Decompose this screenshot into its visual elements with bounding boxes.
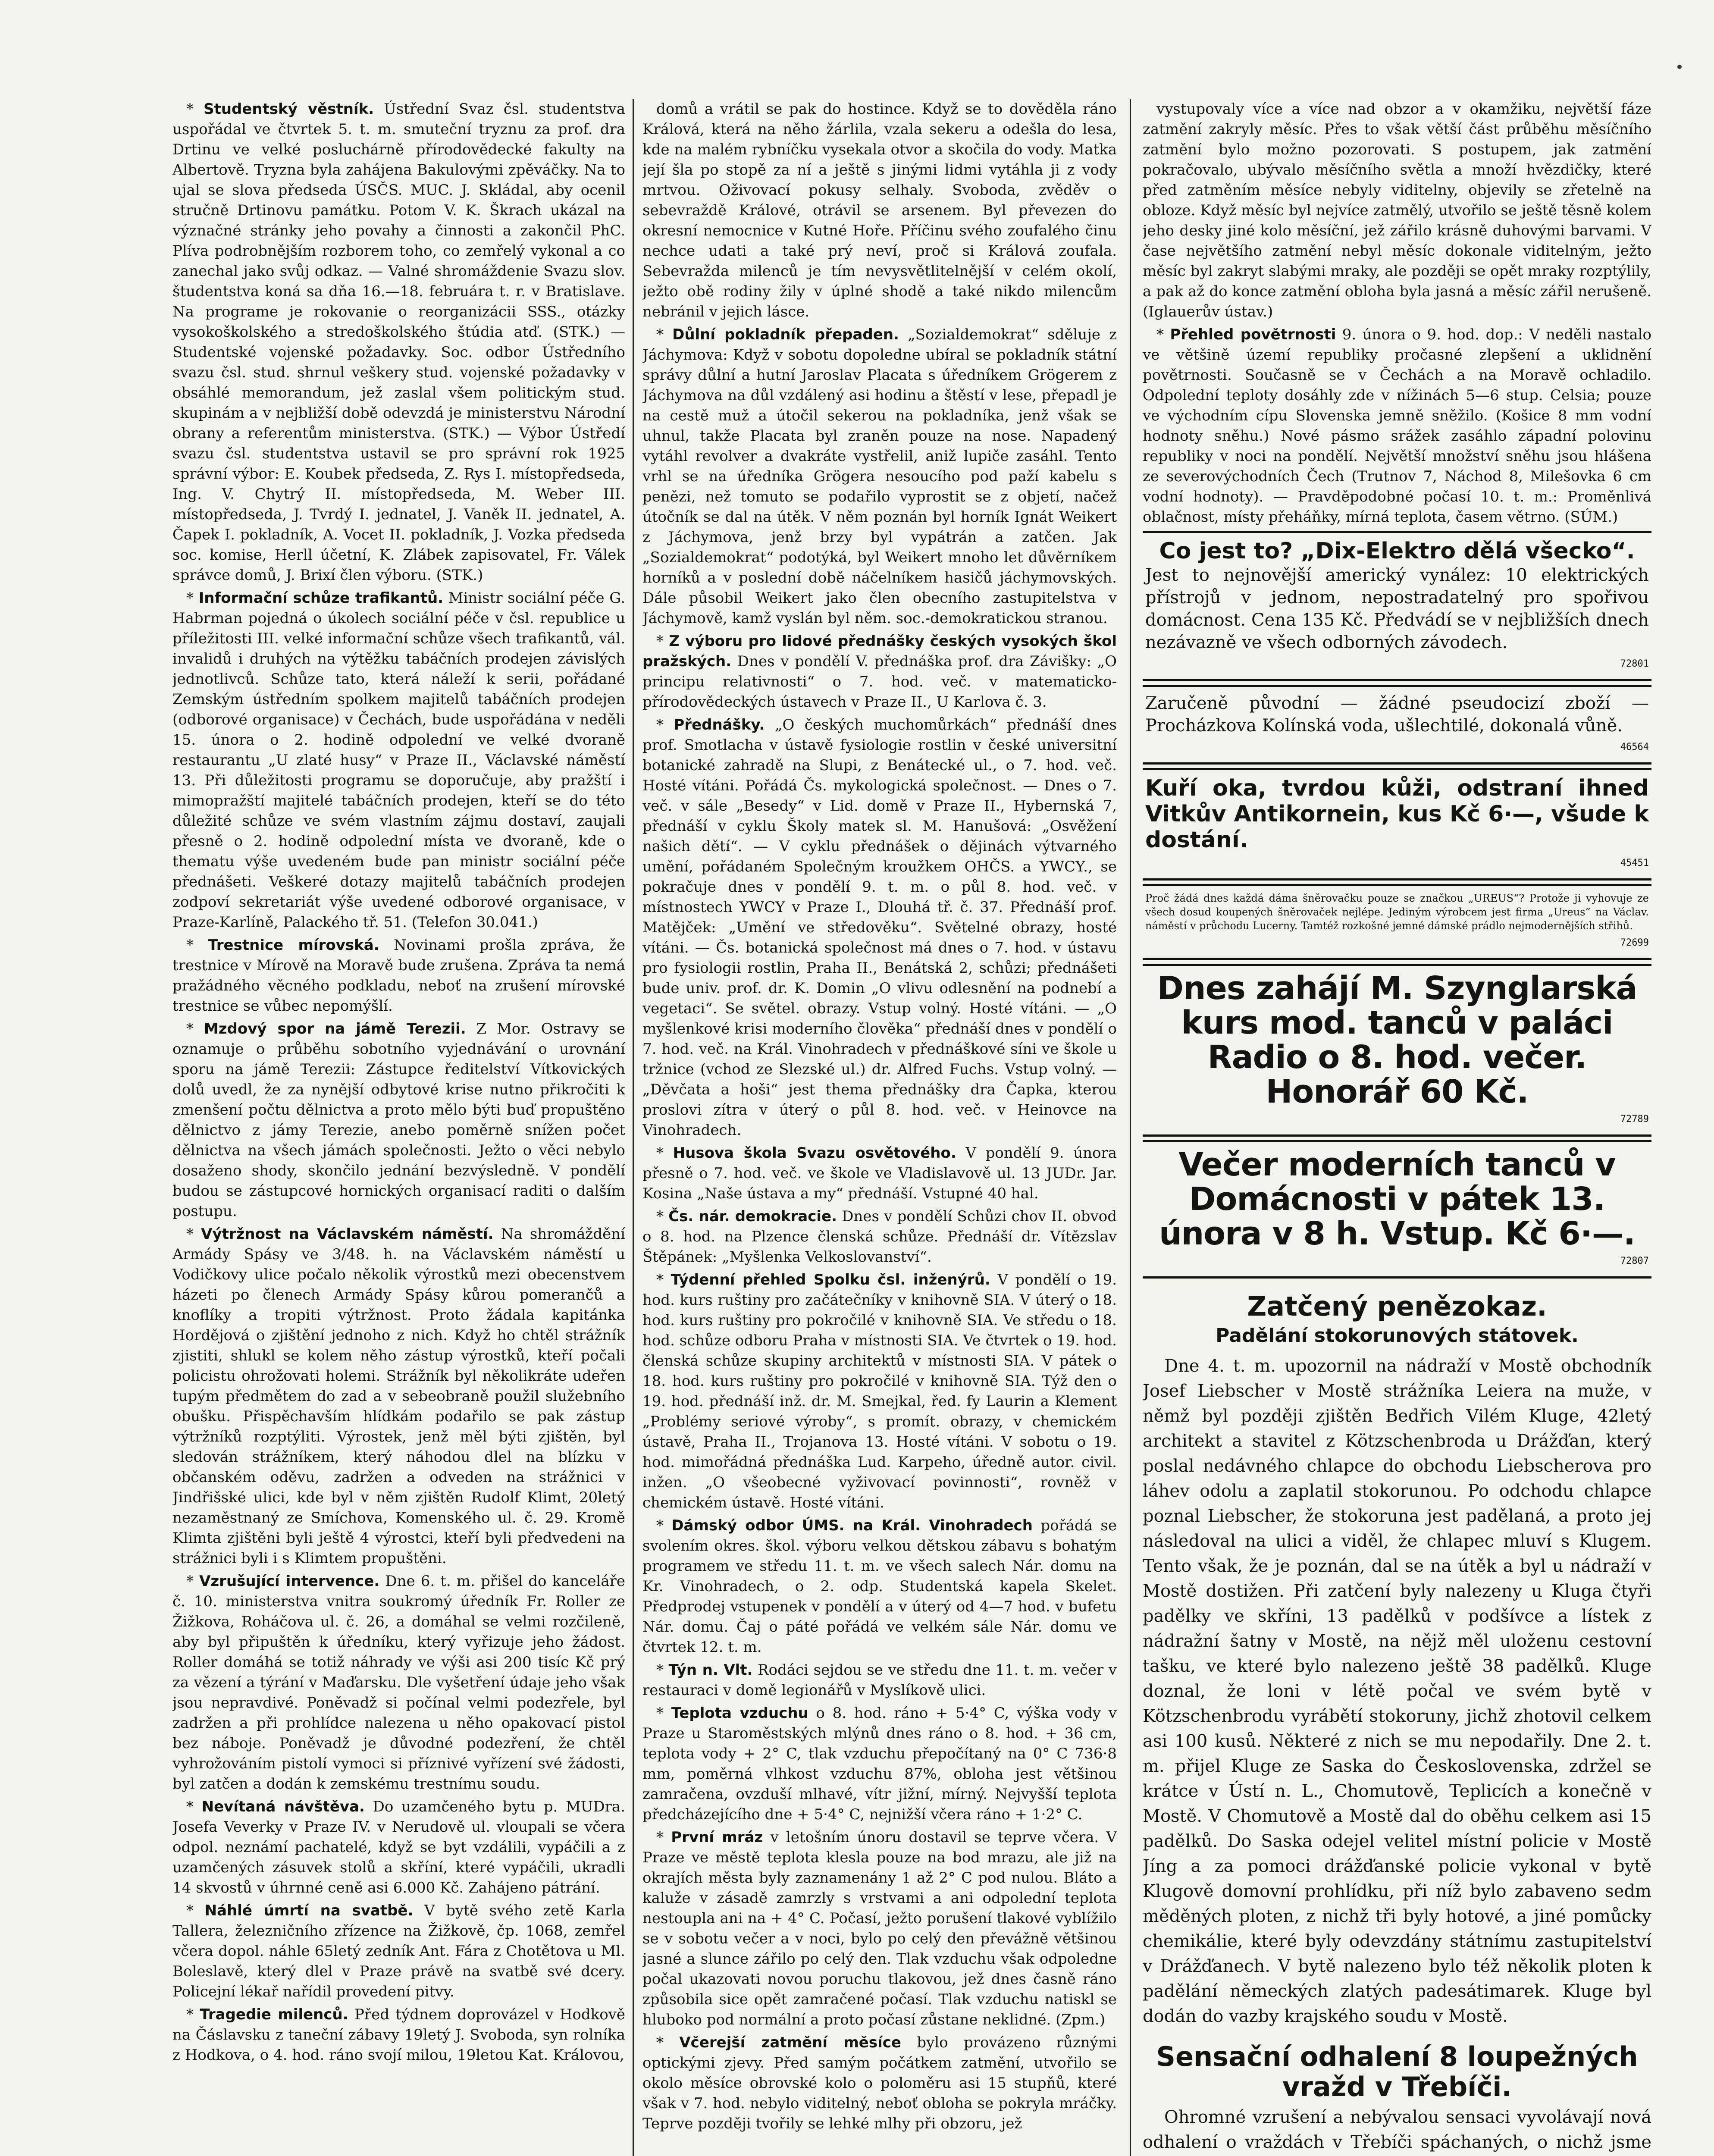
- news-item-text: o 8. hod. ráno + 5·4° C, výška vody v Praze u Staroměstských mlýnů dnes ráno o 8. hod. + 36 cm, teplota vody + 2° C, tlak vzduchu přepočítaný na 0° C 736·8 mm, poměrná vlhkost vzduchu 87%, obloha jest většinou zamračena, ovzduší mlhavé, vítr jižní, mírný. Nejvyšší teplota předcházejícího dne + 5·4° C, nejnižší včera ráno + 1·2° C.: [642, 1705, 1117, 1823]
- ad-ureus-number: 72699: [1620, 937, 1649, 948]
- ad-szynglarska: [1143, 964, 1651, 1137]
- news-item-heading: Z výboru pro lidové přednášky českých vysokých škol pražských.: [642, 633, 1117, 670]
- ad-dix-number: 72801: [1620, 658, 1649, 669]
- news-item: * Informační schůze trafikantů. Ministr sociální péče G. Habrman pojedná o úkolech sociální péče v čsl. republice u příležitosti III. velké informační schůze všech trafikantů, vál. invalidů i druhých na výtěžku tabáčních prodejen závislých jednotlivců. Schůze tato, která náleží k serii, pořádané Zemským ústředním spolkem majitelů tabáčních prodejen (odborové organisace) v Čechách, bude uspořádána v neděli 15. února o 2. hodině odpolední ve velké dvoraně restaurantu „U zlaté husy“ v Praze II., Václavské náměstí 13. Při důležitosti programu se doporučuje, aby pražští i mimopražští majitelé tabáčních prodejen, kteří se do této důležité schůze ve svém vlastním zájmu dostaví, zaujali přesně o 2. hodině odpolední místa ve dvoraně, kde o thematu výše uvedeném bude pan ministr sociální péče přednášeti. Veškeré dotazy majitelů tabáčních prodejen zodpoví sekretariát výše uvedené odborové organisace, v Praze-Karlíně, Palackého tř. 51. (Telefon 30.041.): [172, 589, 625, 931]
- news-item-heading: Náhlé úmrtí na svatbě.: [204, 1902, 414, 1919]
- news-item-text: „Sozialdemokrat“ sděluje z Jáchymova: Když v sobotu dopoledne ubíral se pokladník státní správy důlní a hutní Jaroslav Placata s úředníkem Grögerem z Jáchymova na důl vzdálený asi hodinu a štěstí v lese, přepadl je na cestě muž a útočil sekerou na pokladníka, jenž však se uhnul, takže Placata byl zraněn pouze na nose. Napadený vytáhl revolver a dvakráte vystřelil, aniž lupiče zasáhl. Tento vrhl se na úředníka Grögera nesoucího pod paží kabelu s penězi, než tomuto se podařilo vyprostit se z objetí, načež útočník se dal na útěk. V něm poznán byl horník Ignát Weikert z Jáchymova, jenž brzy byl vypátrán a zatčen. Jak „Sozialdemokrat“ podotýká, byl Weikert mnoho let důvěrníkem horníků a v poslední době náčelníkem hasičů jáchymovských. Dále působil Weikert jako člen obecního zastupitelstva v Jáchymově, kamž vyslán byl něm. soc.-demokratickou stranou.: [642, 326, 1117, 627]
- ad-szynglarska-number: 72789: [1620, 1114, 1649, 1125]
- news-item: * Přednášky. „O českých muchomůrkách“ přednáší dnes prof. Smotlacha v ústavě fysiologie rostlin v české universitní botanické zahradě na Slupi, z Benátecké ul., o 7. hod. več. Hosté vítáni. Pořádá Čs. mykologická společnost. — Dnes o 7. več. v sále „Besedy“ v Lid. domě v Praze II., Hybernská 7, přednáší v cyklu Školy matek sl. M. Hanušová: „Osvěžení našich dětí“. — V cyklu přednášek o dějinách výtvarného umění, pořádaném Společným kroužkem OHČS. a YWCY., se pokračuje dnes v pondělí 9. t. m. o půl 8. hod. več. v místnostech YWCY v Praze I., Dlouhá tř. č. 37. Přednáší prof. Matějček: „Umění ve středověku“. Světelné obrazy, hosté vítáni. — Čs. botanická společnost má dnes o 7. hod. v ústavu pro fysiologii rostlin, Praha II., Benátská 2, schůzi; přednášeti bude univ. prof. dr. K. Domin „O vlivu odlesnění na podnebí a vegetaci“. Se světel. obrazy. Vstup volný. Hosté vítáni. — „O myšlenkové krisi moderního člověka“ přednáší dnes v pondělí o 7. hod. več. na Král. Vinohradech v přednáškové síni ve škole u tržnice (vchod ze Slezské ul.) dr. Alfred Fuchs. Vstup volný. — „Děvčata a hoši“ jest thema přednášky dra Čapka, kterou proslovi zítra v úterý o půl 8. hod. več. v Heinovce na Vinohradech.: [642, 716, 1117, 1139]
- news-item-heading: Studentský věstník.: [204, 100, 374, 118]
- ad-szynglarska-text: Dnes zahájí M. Szynglarská kurs mod. tanců v paláci Radio o 8. hod. večer. Honorář 60 Kč.: [1157, 970, 1637, 1110]
- news-item-text: Dnes v pondělí V. přednáška prof. dra Závišky: „O principu relativnosti“ o 7. hod. več. v matematicko-přírodovědeckých ústavech v Praze II., U Karlova č. 3.: [642, 653, 1117, 711]
- column-3: [1143, 99, 1651, 2156]
- news-item-heading: Nevítaná návštěva.: [201, 1798, 365, 1815]
- story-trebic-title: Sensační odhalení 8 loupežných vražd v Třebíči.: [1156, 2041, 1638, 2103]
- news-item-text: Na shromáždění Armády Spásy ve 3/48. h. na Václavském náměstí u Vodičkovy ulice počalo několik výrostků mezi obecenstvem házeti po členech Armády Spásy kůrou pomerančů a knoflíky a tropiti výtržnost. Proto žádala kapitánka Hordějová o zjištění jednoho z nich. Když ho chtěl strážník zjistiti, shlukl se kolem něho zástup výrostků, kteří počali policistu ohrožovati holemi. Strážník byl několikráte udeřen tupým předmětem do zad a v sebeobraně použil služebního obušku. Přispěchavším hlídkám podařilo se pak zástup výtržníků rozptýliti. Výrostek, jenž měl býti zjištěn, byl sledován strážníkem, který náhodou dlel na blízku v občanském oděvu, zadržen a odveden na strážnici v Jindřišské ulici, kde byl v něm zjištěn Rudolf Klimt, 20letý nezaměstnaný ze Smíchova, Komenského ul. č. 29. Kromě Klimta zjištěni byli ještě 4 výrostci, kteří byli předvedeni na strážnici byli i s Klimtem propuštěni.: [172, 1225, 625, 1567]
- news-item-heading: První mráz: [671, 1829, 763, 1846]
- news-item: * Náhlé úmrtí na svatbě. V bytě svého zetě Karla Tallera, železničního zřízence na Žižkově, čp. 1068, zemřel včera dopol. náhle 65letý zedník Ant. Fára z Chotětova u Ml. Boleslavě, který dlel v Praze právě na svatbě své dcery. Policejní lékař nařídil provedení pitvy.: [172, 1902, 625, 2000]
- ad-antikornein-number: 45451: [1620, 858, 1649, 868]
- ad-domacnost-number: 72807: [1620, 1256, 1649, 1266]
- news-item: * Husova škola Svazu osvětového. V pondělí 9. února přesně o 7. hod. več. ve škole ve Vladislavově ul. 13 JUDr. Jar. Kosina „Naše ústava a my“ přednáší. Vstupné 40 hal.: [642, 1144, 1117, 1202]
- ad-domacnost: [1143, 1140, 1651, 1279]
- news-item-heading: Informační schůze trafikantů.: [198, 589, 444, 607]
- news-item-text: Ministr sociální péče G. Habrman pojedná o úkolech sociální péče v čsl. republice u příležitosti III. velké informační schůze všech trafikantů, vál. invalidů i druhých na výtěžku tabáčních prodejen závislých jednotlivců. Schůze tato, která náleží k serii, pořádané Zemským ústředním spolkem majitelů tabáčních prodejen (odborové organisace) v Čechách, bude uspořádána v neděli 15. února o 2. hodině odpolední ve velké dvoraně restaurantu „U zlaté husy“ v Praze II., Václavské náměstí 13. Při důležitosti programu se doporučuje, aby pražští i mimopražští majitelé tabáčních prodejen, kteří se do této důležité schůze ve svém vlastním zájmu dostaví, zaujali přesně o 2. hodině odpolední místa ve dvoraně, kde o thematu výše uvedeném bude pan ministr sociální péče přednášeti. Veškeré dotazy majitelů tabáčních prodejen zodpoví sekretariát výše uvedené odborové organisace, v Praze-Karlíně, Palackého tř. 51. (Telefon 30.041.): [172, 589, 625, 931]
- story-penezokaz-body: Dne 4. t. m. upozornil na nádraží v Mostě obchodník Josef Liebscher v Mostě strážníka Leiera na muže, v němž byl později zjištěn Bedřich Vilém Kluge, 42letý architekt a stavitel z Kötzschenbroda u Drážďan, který poslal nedávného chlapce do obchodu Liebscherova pro láhev odolu a zaplatil stokorunou. Po odchodu chlapce poznal Liebscher, že stokoruna jest padělaná, a proto jej následoval na ulici a viděl, že chlapec mluví s Klugem. Tento však, že je poznán, dal se na útěk a byl u nádraží v Mostě dostižen. Při zatčení byly nalezeny u Kluga čtyři padělky ve skříni, 13 padělků v podšívce a lístek z nádražní šatny v Mostě, na nějž měl uloženu cestovní tašku, ve které bylo nalezeno ještě 38 padělků. Kluge doznal, že loni v létě počal ve svém bytě v Kötzschenbrodu vyrábětí stokoruny, jichž zhotovil celkem asi 100 kusů. Některé z nich se mu nepodařily. Dne 2. t. m. přijel Kluge ze Saska do Československa, zdržel se krátce v Ústí n. L., Chomutově, Teplicích a konečně v Mostě. V Chomutově a Mostě dal do oběhu celkem asi 15 padělků. Do Saska odejel velitel místní policie v Mostě Jíng a za pomoci drážďanské policie vykonal v bytě Klugově domovní prohlídku, při níž bylo zabaveno sedm měděných ploten, z nichž tři byly hotové, a jiné pomůcky chemikálie, které byly odevzdány státnímu zastupitelství v Drážďanech. V bytě nalezeno bylo též několik ploten k padělání německých zlatých padesátimarek. Kluge byl dodán do vazby krajského soudu v Mostě.: [1143, 1356, 1651, 2026]
- news-item-text: „O českých muchomůrkách“ přednáší dnes prof. Smotlacha v ústavě fysiologie rostlin v české universitní botanické zahradě na Slupi, z Benátecké ul., o 7. hod. več. Hosté vítáni. Pořádá Čs. mykologická společnost. — Dnes o 7. več. v sále „Besedy“ v Lid. domě v Praze II., Hybernská 7, přednáší v cyklu Školy matek sl. M. Hanušová: „Osvěžení našich dětí“. — V cyklu přednášek o dějinách výtvarného umění, pořádaném Společným kroužkem OHČS. a YWCY., se pokračuje dnes v pondělí 9. t. m. o půl 8. hod. več. v místnostech YWCY v Praze I., Dlouhá tř. č. 37. Přednáší prof. Matějček: „Umění ve středověku“. Světelné obrazy, hosté vítáni. — Čs. botanická společnost má dnes o 7. hod. v ústavu pro fysiologii rostlin, Praha II., Benátská 2, schůzi; přednášeti bude univ. prof. dr. K. Domin „O vlivu odlesnění na podnebí a vegetaci“. Se světel. obrazy. Vstup volný. Hosté vítáni. — „O myšlenkové krisi moderního člověka“ přednáší dnes v pondělí o 7. hod. več. na Král. Vinohradech v přednáškové síni ve škole u tržnice (vchod ze Slezské ul.) dr. Alfred Fuchs. Vstup volný. — „Děvčata a hoši“ jest thema přednášky dra Čapka, kterou proslovi zítra v úterý o půl 8. hod. več. v Heinovce na Vinohradech.: [642, 716, 1117, 1139]
- news-item: * Včerejší zatmění měsíce bylo provázeno různými optickými zjevy. Před samým počátkem zatmění, utvořilo se okolo měsíce obrovské kolo o poloměru asi 15 stupňů, které však v 7. hod. nebylo viditelný, neboť obloha se pokryla mráčky. Teprve později tvořily se lehké mlhy při obzoru, jež: [642, 2034, 1117, 2132]
- column-2: [642, 99, 1117, 2156]
- news-item-heading: Přednášky.: [674, 716, 765, 733]
- news-item: * Vzrušující intervence. Dne 6. t. m. přišel do kanceláře č. 10. ministerstva vnitra soukromý úředník Fr. Roller ze Žižkova, Roháčova ul. č. 26, a domáhal se velmi rozčileně, aby byl připuštěn k úředníku, který vyřizuje jeho žádost. Roller domáhá se totiž náhrady ve výši asi 200 tisíc Kč prý za vězení a týrání v Maďarsku. Dle vyšetření údaje jeho však jsou nepravdivé. Poněvadž si počínal velmi podezřele, byl zadržen a při prohlídce nalezena u něho opakovací pistol bez náboje. Poněvadž je důvodné podezření, že chtěl vyhrožováním pistolí vymoci si příznivé vyřízení své žádosti, byl zatčen a dodán k zemskému trestnímu soudu.: [172, 1573, 625, 1792]
- news-item: * Trestnice mírovská. Novinami prošla zpráva, že trestnice v Mírově na Moravě bude zrušena. Zpráva ta nemá pražádného věcného podkladu, neboť na zrušení mírovské trestnice se vůbec nepomýšlí.: [172, 937, 625, 1015]
- column-3-lead: [1143, 99, 1651, 527]
- news-item-heading: Včerejší zatmění měsíce: [679, 2034, 901, 2051]
- news-item-heading: Tragedie milenců.: [200, 2006, 348, 2023]
- news-item-text: 9. února o 9. hod. dop.: V neděli nastalo ve většině území republiky pročasné zlepšení a uklidnění povětrnosti. Současně se v Čechách a na Moravě ochladilo. Odpolední teploty dosáhly zde v nížinách 5—6 stup. Celsia; pouze ve východním cípu Slovenska jemně sněžilo. (Košice 8 mm vodní hodnoty sněhu.) Nové pásmo srážek zasáhlo západní polovinu republiky v noci na pondělí. Největší množství sněhu jsou hlášena ze severovýchodních Čech (Trutnov 7, Náchod 8, Milešovka 6 cm vodní hodnoty). — Pravděpodobné počasí 10. t. m.: Proměnlivá oblačnost, místy přeháňky, mírná teplota, časem větrno. (SÚM.): [1143, 326, 1651, 526]
- news-item-text: Z Mor. Ostravy se oznamuje o průběhu sobotního vyjednávání o urovnání sporu na jámě Terezii: Zástupce ředitelství Vítkovických dolů uvedl, že za nynější odbytové krise nutno přikročiti k zmenšení počtu dělnictva a proto mělo býti buď propuštěno dělnictvo z jámy Terezie, anebo poměrně snížen počet dělnictva na všech jámách společnosti. Ježto o věci nebylo dosaženo shody, skončilo jednání bezvýsledně. V pondělí budou se zástupcové hornických organisací raditi o dalším postupu.: [172, 1020, 625, 1220]
- news-item-text: Dnes v pondělí Schůzi chov II. obvod o 8. hod. na Plzence členská schůze. Přednáší dr. Vítězslav Štěpánek: „Myšlenka Velkoslovanství“.: [642, 1208, 1117, 1266]
- news-item: [642, 99, 1117, 322]
- news-item-text: Do uzamčeného bytu p. MUDra. Josefa Veverky v Praze IV. v Nerudově ul. vloupali se včera odpol. neznámí pachatelé, když se byt vzdálili, vypáčili a z uzamčených zásuvek stolů a skříní, které vypáčili, ukradli 14 skvostů v úhrnné ceně asi 6.000 Kč. Zahájeno pátrání.: [172, 1798, 625, 1896]
- news-item-heading: Čs. nár. demokracie.: [668, 1208, 837, 1225]
- news-item: * Mzdový spor na jámě Terezii. Z Mor. Ostravy se oznamuje o průběhu sobotního vyjednávání o urovnání sporu na jámě Terezii: Zástupce ředitelství Vítkovických dolů uvedl, že za nynější odbytové krise nutno přikročiti k zmenšení počtu dělnictva a proto mělo býti buď propuštěno dělnictvo z jámy Terezie, anebo poměrně snížen počet dělnictva na všech jámách společnosti. Ježto o věci nebylo dosaženo shody, skončilo jednání bezvýsledně. V pondělí budou se zástupcové hornických organisací raditi o dalším postupu.: [172, 1020, 625, 1220]
- news-item-heading: Vzrušující intervence.: [199, 1573, 380, 1590]
- news-item-text: Před týdnem doprovázel v Hodkově na Čáslavsku z taneční zábavy 19letý J. Svoboda, syn rolníka z Hodkova, o 4. hod. ráno svojí milou, 19letou Kat. Královou,: [172, 2006, 625, 2064]
- ad-antikornein: [1143, 768, 1651, 881]
- column-1: [172, 99, 625, 2156]
- news-item-text: V pondělí o 19. hod. kurs ruštiny pro začátečníky v knihovně SIA. V úterý o 18. hod. kurs ruštiny pro pokročilé v knihovně SIA. Ve středu o 18. hod. schůze odboru Praha v místnosti SIA. Ve čtvrtek o 19. hod. členská schůze skupiny architektů v místnosti SIA. V pátek o 18. hod. kurs ruštiny pro pokročilé v knihovně SIA. Týž den o 19. hod. přednáší inž. dr. M. Smejkal, řed. fy Laurin a Klement „Problémy seriové výroby“, s promít. obrazy, v chemickém ústavě, Praha II., Trojanova 13. Hosté vítáni. V sobotu o 19. hod. mimořádná přednáška Lud. Karpeho, úředně autor. civil. inžen. „O všeobecné vyživovací povinnosti“, rovněž v chemickém ústavě. Hosté vítáni.: [642, 1271, 1117, 1511]
- news-item-heading: Trestnice mírovská.: [208, 937, 379, 954]
- news-item: * Z výboru pro lidové přednášky českých vysokých škol pražských. Dnes v pondělí V. přednáška prof. dra Závišky: „O principu relativnosti“ o 7. hod. več. v matematicko-přírodovědeckých ústavech v Praze II., U Karlova č. 3.: [642, 633, 1117, 711]
- column-rule: [1130, 99, 1131, 2156]
- news-item-text: Ústřední Svaz čsl. studentstva uspořádal ve čtvrtek 5. t. m. smuteční tryznu za prof. dra Drtinu ve velké posluchárně přírodovědecké fakulty na Albertově. Tryzna byla zahájena Bakulovými zpěváčky. Na to ujal se slova předseda ÚSČS. MUC. J. Skládal, aby ocenil stručně Drtinovu památku. Potom V. K. Škrach ukázal na význačné stránky jeho povahy a činnosti a zakončil PhC. Plíva podrobnějším rozborem toho, co zemřelý vykonal a co zanechal jako svůj odkaz. — Valné shromáždenie Svazu slov. študentstva koná sa dňa 16.—18. februára t. r. v Bratislave. Na programe je rokovanie o reorganizácii SSS., otázky vysokoškolského a stredoškolského štúdia atď. (STK.) — Studentské vojenské požadavky. Soc. odbor Ústředního svazu čsl. stud. shrnul veškery stud. vojenské požadavky v obsáhlé memorandum, jež zaslal všem politickým stud. skupinám a v nejbližší době odevzdá je ministerstvu Národní obrany a referentům ministerstva. (STK.) — Výbor Ústředí svazu čsl. studentstva ustavil se pro správní rok 1925 správní výbor: E. Koubek předseda, Z. Rys I. místopředseda, Ing. V. Chytrý II. místopředseda, M. Weber III. místopředseda, J. Tvrdý I. jednatel, J. Vaněk II. jednatel, A. Čapek I. pokladník, A. Vocet II. pokladník, J. Vozka předseda soc. komise, Herll účetní, K. Zlábek zapisovatel, Fr. Válek správce domů, J. Brixí člen výboru. (STK.): [172, 100, 625, 584]
- news-item-heading: Výtržnost na Václavském náměstí.: [201, 1225, 494, 1243]
- news-item: * Přehled povětrnosti 9. února o 9. hod. dop.: V neděli nastalo ve většině území republiky pročasné zlepšení a uklidnění povětrnosti. Současně se v Čechách a na Moravě ochladilo. Odpolední teploty dosáhly zde v nížinách 5—6 stup. Celsia; pouze ve východním cípu Slovenska jemně sněžilo. (Košice 8 mm vodní hodnoty sněhu.) Nové pásmo srážek zasáhlo západní polovinu republiky v noci na pondělí. Největší množství sněhu jsou hlášena ze severovýchodních Čech (Trutnov 7, Náchod 8, Milešovka 6 cm vodní hodnoty). — Pravděpodobné počasí 10. t. m.: Proměnlivá oblačnost, místy přeháňky, mírná teplota, časem větrno. (SÚM.): [1143, 326, 1651, 526]
- news-item: * První mráz v letošním únoru dostavil se teprve včera. V Praze ve městě teplota klesla pouze na bod mrazu, ale již na okrajích města byly zaznamenány 1 až 2° C pod nulou. Bláto a kaluže v zásadě zamrzly s vrstvami a ani odpolední teplota nestoupla ani na + 4° C. Počasí, ježto porušení tlakové vyblížilo se v sobotu večer a v noci, bylo po celý den převážně většinou jasné a slunce zářilo po celý den. Tlak vzduchu však odpoledne počal ukazovati novou poruchu tlakovou, jež dnes časně ráno způsobila sice opět zamračené počasí. Tlak vzduchu natiskl se hluboko pod normální a proto počasí zůstane neklidné. (Zpm.): [642, 1829, 1117, 2028]
- ad-kolinska-text: Zaručeně původní — žádné pseudocizí zboží — Procházkova Kolínská voda, ušlechtilé, dokonalá vůně.: [1145, 693, 1649, 736]
- news-item-heading: Mzdový spor na jámě Terezii.: [204, 1020, 466, 1037]
- news-item-heading: Teplota vzduchu: [671, 1705, 808, 1722]
- news-item-text: V pondělí 9. února přesně o 7. hod. več. ve škole ve Vladislavově ul. 13 JUDr. Jar. Kosina „Naše ústava a my“ přednáší. Vstupné 40 hal.: [642, 1144, 1117, 1202]
- news-item-heading: Dámský odbor ÚMS. na Král. Vinohradech: [671, 1517, 1033, 1534]
- news-item-text: v letošním únoru dostavil se teprve včera. V Praze ve městě teplota klesla pouze na bod mrazu, ale již na okrajích města byly zaznamenány 1 až 2° C pod nulou. Bláto a kaluže v zásadě zamrzly s vrstvami a ani odpolední teplota nestoupla ani na + 4° C. Počasí, ježto porušení tlakové vyblížilo se v sobotu večer a v noci, bylo po celý den převážně většinou jasné a slunce zářilo po celý den. Tlak vzduchu však odpoledne počal ukazovati novou poruchu tlakovou, jež dnes časně ráno způsobila sice opět zamračené počasí. Tlak vzduchu natiskl se hluboko pod normální a proto počasí zůstane neklidné. (Zpm.): [642, 1829, 1117, 2028]
- news-item: * Dámský odbor ÚMS. na Král. Vinohradech pořádá se svolením okres. škol. výboru velkou dětskou zábavu s bohatým programem ve středu 11. t. m. ve všech salech Nár. domu na Kr. Vinohradech, o 2. odp. Studentská kapela Skelet. Předprodej vstupenek v pondělí a v úterý od 4—7 hod. v bufetu Nár. domu. Čaj o páté pořádá ve velkém sále Nár. domu ve čtvrtek 12. t. m.: [642, 1517, 1117, 1656]
- story-penezokaz-title: Zatčený penězokaz.: [1247, 1291, 1547, 1322]
- news-item-heading: Husova škola Svazu osvětového.: [673, 1144, 956, 1162]
- news-item-text: domů a vrátil se pak do hostince. Když se to dověděla ráno Králová, která na něho žárlila, vzala sekeru a odešla do lesa, kde na malém rybníčku vysekala otvor a skočila do vody. Matka její šla po stopě za ní a ještě s jinými lidmi vytáhla ji z vody mrtvou. Oživovací pokusy selhaly. Svoboda, zvěděv o sebevraždě Králové, otrávil se arsenem. Byl převezen do okresní nemocnice v Kutné Hoře. Příčinu svého zoufalého činu nechce udati a také prý neví, proč si Králová zoufala. Sebevražda milenců je tím nevysvětlitelnější v celém okolí, ježto obě rodiny žily v úplné shodě a také nikdo milencům nebránil v jejich lásce.: [642, 100, 1117, 320]
- news-item-text: bylo provázeno různými optickými zjevy. Před samým počátkem zatmění, utvořilo se okolo měsíce obrovské kolo o poloměru asi 15 stupňů, které však v 7. hod. nebylo viditelný, neboť obloha se pokryla mráčky. Teprve později tvořily se lehké mlhy při obzoru, jež: [642, 2034, 1117, 2132]
- news-item-text: Novinami prošla zpráva, že trestnice v Mírově na Moravě bude zrušena. Zpráva ta nemá pražádného věcného podkladu, neboť na zrušení mírovské trestnice se vůbec nepomýšlí.: [172, 937, 625, 1015]
- news-item-text: pořádá se svolením okres. škol. výboru velkou dětskou zábavu s bohatým programem ve středu 11. t. m. ve všech salech Nár. domu na Kr. Vinohradech, o 2. odp. Studentská kapela Skelet. Předprodej vstupenek v pondělí a v úterý od 4—7 hod. v bufetu Nár. domu. Čaj o páté pořádá ve velkém sále Nár. domu ve čtvrtek 12. t. m.: [642, 1517, 1117, 1656]
- scan-dot: [1677, 65, 1682, 69]
- news-item: * Čs. nár. demokracie. Dnes v pondělí Schůzi chov II. obvod o 8. hod. na Plzence členská schůze. Přednáší dr. Vítězslav Štěpánek: „Myšlenka Velkoslovanství“.: [642, 1208, 1117, 1266]
- news-item: * Tragedie milenců. Před týdnem doprovázel v Hodkově na Čáslavsku z taneční zábavy 19letý J. Svoboda, syn rolníka z Hodkova, o 4. hod. ráno svojí milou, 19letou Kat. Královou,: [172, 2006, 625, 2064]
- news-item-heading: Týn n. Vlt.: [668, 1661, 753, 1679]
- ad-dix-elektro: [1143, 531, 1651, 681]
- news-item: * Studentský věstník. Ústřední Svaz čsl. studentstva uspořádal ve čtvrtek 5. t. m. smuteční tryznu za prof. dra Drtinu ve velké posluchárně přírodovědecké fakulty na Albertově. Tryzna byla zahájena Bakulovými zpěváčky. Na to ujal se slova předseda ÚSČS. MUC. J. Skládal, aby ocenil stručně Drtinovu památku. Potom V. K. Škrach ukázal na význačné stránky jeho povahy a činnosti a zakončil PhC. Plíva podrobnějším rozborem toho, co zemřelý vykonal a co zanechal jako svůj odkaz. — Valné shromáždenie Svazu slov. študentstva koná sa dňa 16.—18. februára t. r. v Bratislave. Na programe je rokovanie o reorganizácii SSS., otázky vysokoškolského a stredoškolského štúdia atď. (STK.) — Studentské vojenské požadavky. Soc. odbor Ústředního svazu čsl. stud. shrnul veškery stud. vojenské požadavky v obsáhlé memorandum, jež zaslal všem politickým stud. skupinám a v nejbližší době odevzdá je ministerstvu Národní obrany a referentům ministerstva. (STK.) — Výbor Ústředí svazu čsl. studentstva ustavil se pro správní rok 1925 správní výbor: E. Koubek předseda, Z. Rys I. místopředseda, Ing. V. Chytrý II. místopředseda, M. Weber III. místopředseda, J. Tvrdý I. jednatel, J. Vaněk II. jednatel, A. Čapek I. pokladník, A. Vocet II. pokladník, J. Vozka předseda soc. komise, Herll účetní, K. Zlábek zapisovatel, Fr. Válek správce domů, J. Brixí člen výboru. (STK.): [172, 100, 625, 584]
- news-item-text: Rodáci sejdou se ve středu dne 11. t. m. večer v restauraci v domě legionářů v Myslíkově ulici.: [642, 1661, 1117, 1699]
- ad-dix-text: Jest to nejnovější americký vynález: 10 elektrických přístrojů v jednom, nepostradatelný pro spořivou domácnost. Cena 135 Kč. Předvádí se v nejbližších dnech nezávazně ve všech odborných závodech.: [1145, 565, 1649, 652]
- news-item-heading: Důlní pokladník přepaden.: [672, 326, 899, 343]
- column-rule: [633, 99, 634, 2156]
- ad-kolinska-voda: [1143, 685, 1651, 765]
- ad-dix-title: Co jest to? „Dix-Elektro dělá všecko“.: [1159, 538, 1635, 564]
- news-item: * Důlní pokladník přepaden. „Sozialdemokrat“ sděluje z Jáchymova: Když v sobotu dopoledne ubíral se pokladník státní správy důlní a hutní Jaroslav Placata s úředníkem Grögerem z Jáchymova na důl vzdálený asi hodinu a štěstí v lese, přepadl je na cestě muž a útočil sekerou na pokladníka, jenž však se uhnul, takže Placata byl zraněn pouze na nose. Napadený vytáhl revolver a dvakráte vystřelil, aniž lupiče zasáhl. Tento vrhl se na úředníka Grögera nesoucího pod paží kabelu s penězi, než tomuto se podařilo vyprostit se z objetí, načež útočník se dal na útěk. V něm poznán byl horník Ignát Weikert z Jáchymova, jenž brzy byl vypátrán a zatčen. Jak „Sozialdemokrat“ podotýká, byl Weikert mnoho let důvěrníkem horníků a v poslední době náčelníkem hasičů jáchymovských. Dále působil Weikert jako člen obecního zastupitelstva v Jáchymově, kamž vyslán byl něm. soc.-demokratickou stranou.: [642, 326, 1117, 627]
- story-trebic-body: Ohromné vzrušení a nebývalou sensaci vyvolávají nová odhalení o vraždách v Třebíči spáchaných, o nichž jsme: [1143, 2107, 1651, 2152]
- story-penezokaz-subtitle: Padělání stokorunových státovek.: [1216, 1325, 1579, 1347]
- news-item: * Teplota vzduchu o 8. hod. ráno + 5·4° C, výška vody v Praze u Staroměstských mlýnů dnes ráno o 8. hod. + 36 cm, teplota vody + 2° C, tlak vzduchu přepočítaný na 0° C 736·8 mm, poměrná vlhkost vzduchu 87%, obloha jest většinou zamračena, ovzduší mlhavé, vítr jižní, mírný. Nejvyšší teplota předcházejícího dne + 5·4° C, nejnižší včera ráno + 1·2° C.: [642, 1705, 1117, 1823]
- ad-ureus-text: Proč žádá dnes každá dáma šněrovačku pouze se značkou „UREUS“? Protože ji vyhovuje ze všech dosud koupených šněrovaček nejlépe. Jediným výrobcem jest firma „Ureus“ na Václav. náměstí v průchodu Lucerny. Tamtéž rozkošné jemné dámské prádlo nejmodernějších střihů.: [1145, 892, 1649, 932]
- ad-kolinska-number: 46564: [1620, 742, 1649, 752]
- news-item: * Výtržnost na Václavském náměstí. Na shromáždění Armády Spásy ve 3/48. h. na Václavském náměstí u Vodičkovy ulice počalo několik výrostků mezi obecenstvem házeti po členech Armády Spásy kůrou pomerančů a knoflíky a tropiti výtržnost. Proto žádala kapitánka Hordějová o zjištění jednoho z nich. Když ho chtěl strážník zjistiti, shlukl se kolem něho zástup výrostků, kteří počali policistu ohrožovati holemi. Strážník byl několikráte udeřen tupým předmětem do zad a v sebeobraně použil služebního obušku. Přispěchavším hlídkám podařilo se pak zástup výtržníků rozptýliti. Výrostek, jenž měl býti zjištěn, byl sledován strážníkem, který náhodou dlel na blízku v občanském oděvu, zadržen a odveden na strážnici v Jindřišské ulici, kde byl v něm zjištěn Rudolf Klimt, 20letý nezaměstnaný ze Smíchova, Komenského ul. č. 29. Kromě Klimta zjištěni byli ještě 4 výrostci, kteří byli předvedeni na strážnici byli i s Klimtem propuštěni.: [172, 1225, 625, 1567]
- ad-domacnost-text: Večer moderních tanců v Domácnosti v pátek 13. února v 8 h. Vstup. Kč 6·—.: [1159, 1146, 1636, 1252]
- news-item-text: V bytě svého zetě Karla Tallera, železničního zřízence na Žižkově, čp. 1068, zemřel včera dopol. náhle 65letý zedník Ant. Fára z Chotětova u Ml. Boleslavě, který dlel v Praze právě na svatbě své dcery. Policejní lékař nařídil provedení pitvy.: [172, 1902, 625, 2000]
- news-item: [1143, 99, 1651, 322]
- ad-ureus: [1143, 884, 1651, 960]
- news-item-heading: Týdenní přehled Spolku čsl. inženýrů.: [671, 1271, 990, 1288]
- news-item-text: vystupovaly více a více nad obzor a v okamžiku, největší fáze zatmění zakryly měsíc. Přes to však větší část průběhu měsíčního zatmění bylo možno pozorovati. S postupem, jak zatmění pokračovalo, ubývalo měsíčního světla a množí hvězdičky, které před zatměním měsíce nebyly viditelny, objevily se zřetelně na obloze. Když měsíc byl nejvíce zatmělý, utvořilo se ještě těsně kolem jeho desky jiné kolo měsíční, jež zářilo krásně duhovými barvami. V čase největšího zatmění nebyl měsíc dokonale viditelným, ježto měsíc byl zakryt slabými mraky, ale později se opět mraky rozptýlily, a pak až do konce zatmění obloha byla jasná a měsíc zářil nerušeně. (Iglauerův ústav.): [1143, 100, 1651, 320]
- news-item-heading: Přehled povětrnosti: [1170, 326, 1336, 343]
- ad-antikornein-text: Kuří oka, tvrdou kůži, odstraní ihned Vitkův Antikornein, kus Kč 6·—, všude k dostání.: [1145, 775, 1649, 853]
- news-item: * Nevítaná návštěva. Do uzamčeného bytu p. MUDra. Josefa Veverky v Praze IV. v Nerudově ul. vloupali se včera odpol. neznámí pachatelé, když se byt vzdálili, vypáčili a z uzamčených zásuvek stolů a skříní, které vypáčili, ukradli 14 skvostů v úhrnné ceně asi 6.000 Kč. Zahájeno pátrání.: [172, 1798, 625, 1896]
- news-item-text: Dne 6. t. m. přišel do kanceláře č. 10. ministerstva vnitra soukromý úředník Fr. Roller ze Žižkova, Roháčova ul. č. 26, a domáhal se velmi rozčileně, aby byl připuštěn k úředníku, který vyřizuje jeho žádost. Roller domáhá se totiž náhrady ve výši asi 200 tisíc Kč prý za vězení a týrání v Maďarsku. Dle vyšetření údaje jeho však jsou nepravdivé. Poněvadž si počínal velmi podezřele, byl zadržen a při prohlídce nalezena u něho opakovací pistol bez náboje. Poněvadž je důvodné podezření, že chtěl vyhrožováním pistolí vymoci si příznivé vyřízení své žádosti, byl zatčen a dodán k zemskému trestnímu soudu.: [172, 1573, 625, 1792]
- news-item: * Týdenní přehled Spolku čsl. inženýrů. V pondělí o 19. hod. kurs ruštiny pro začátečníky v knihovně SIA. V úterý o 18. hod. kurs ruštiny pro pokročilé v knihovně SIA. Ve středu o 18. hod. schůze odboru Praha v místnosti SIA. Ve čtvrtek o 19. hod. členská schůze skupiny architektů v místnosti SIA. V pátek o 18. hod. kurs ruštiny pro pokročilé v knihovně SIA. Týž den o 19. hod. přednáší inž. dr. M. Smejkal, řed. fy Laurin a Klement „Problémy seriové výroby“, s promít. obrazy, v chemickém ústavě, Praha II., Trojanova 13. Hosté vítáni. V sobotu o 19. hod. mimořádná přednáška Lud. Karpeho, úředně autor. civil. inžen. „O všeobecné vyživovací povinnosti“, rovněž v chemickém ústavě. Hosté vítáni.: [642, 1271, 1117, 1511]
- news-item: * Týn n. Vlt. Rodáci sejdou se ve středu dne 11. t. m. večer v restauraci v domě legionářů v Myslíkově ulici.: [642, 1661, 1117, 1699]
